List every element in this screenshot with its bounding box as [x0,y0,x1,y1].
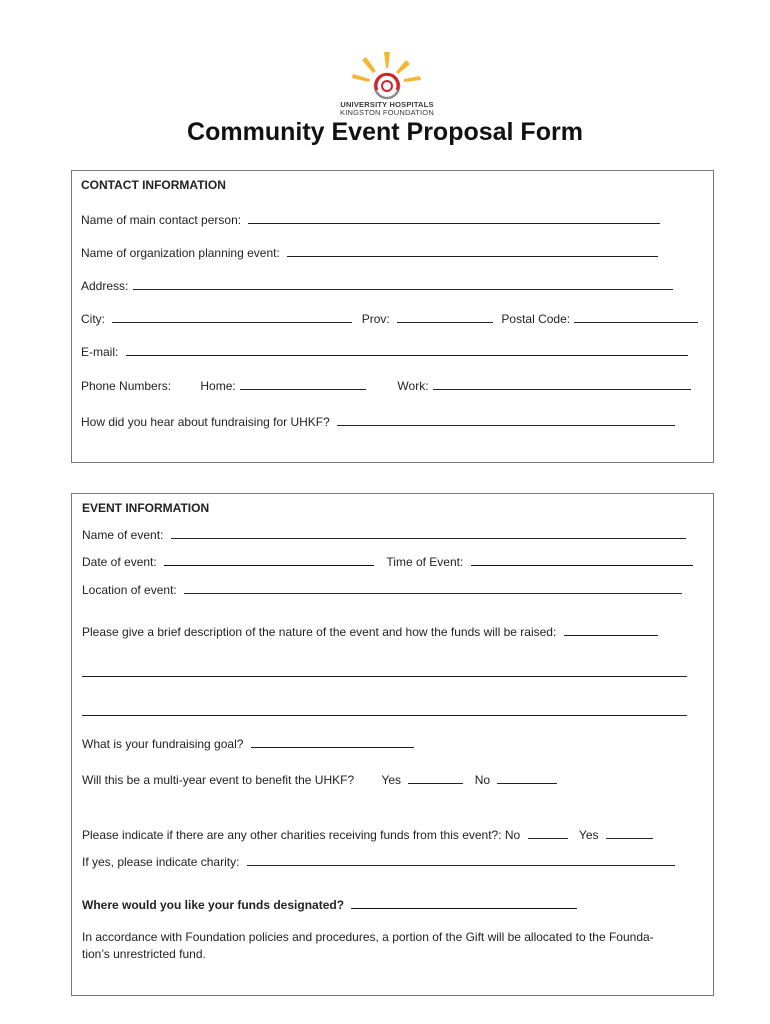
postal-code-label: Postal Code: [501,312,571,326]
org-name-line1: UNIVERSITY HOSPITALS [340,100,434,109]
policy-line2: tion’s unrestricted fund. [82,947,206,961]
event-heading: EVENT INFORMATION [82,501,210,515]
event-date-label: Date of event: [82,555,157,569]
hear-about-row [81,413,675,429]
other-charities-row [82,826,653,842]
multiyear-row [82,771,557,787]
designation-row [82,896,577,912]
multiyear-yes-field[interactable] [408,771,463,784]
description-field-line2[interactable] [82,664,687,677]
home-phone-label: Home: [200,379,236,393]
city-label: City: [81,312,105,326]
work-phone-field[interactable] [433,377,691,390]
event-name-label: Name of event: [82,528,164,542]
event-date-field[interactable] [164,553,374,566]
event-name-field[interactable] [171,526,686,539]
description-line2-row [82,664,687,680]
email-row [81,343,688,359]
fundraising-goal-label: What is your fundraising goal? [82,737,244,751]
charity-name-field[interactable] [247,853,675,866]
email-field[interactable] [126,343,688,356]
phone-numbers-label: Phone Numbers: [81,379,172,393]
event-location-label: Location of event: [82,583,177,597]
multiyear-no-field[interactable] [497,771,557,784]
hear-about-label: How did you hear about fundraising for UHKF? [81,415,330,429]
main-contact-label: Name of main contact person: [81,213,242,227]
charity-name-label: If yes, please indicate charity: [82,855,240,869]
charity-name-row [82,853,675,869]
prov-label: Prov: [361,312,390,326]
event-time-label: Time of Event: [386,555,464,569]
designation-field[interactable] [351,896,577,909]
event-time-field[interactable] [471,553,693,566]
contact-heading: CONTACT INFORMATION [81,178,226,192]
org-name-line2: KINGSTON FOUNDATION [340,108,434,117]
city-field[interactable] [112,310,352,323]
address-row [81,277,673,293]
main-contact-field[interactable] [248,211,660,224]
description-row [82,623,658,639]
foundation-logo [334,50,440,120]
work-phone-label: Work: [397,379,429,393]
event-name-row [82,526,686,542]
goal-row [82,735,414,751]
designation-label: Where would you like your funds designated? [82,898,345,912]
date-time-row [82,553,693,569]
home-phone-field[interactable] [240,377,366,390]
main-contact-row [81,211,660,227]
description-field-line1[interactable] [564,623,658,636]
description-field-line3[interactable] [82,703,687,716]
other-charities-yes-label: Yes [578,828,599,842]
postal-code-field[interactable] [574,310,698,323]
hear-about-field[interactable] [337,413,675,426]
description-line3-row [82,703,687,719]
other-charities-yes-field[interactable] [606,826,653,839]
email-label: E-mail: [81,345,119,359]
multiyear-yes-label: Yes [381,773,402,787]
description-label: Please give a brief description of the nature of the event and how the funds will be raised: [82,625,557,639]
fundraising-goal-field[interactable] [251,735,414,748]
organization-label: Name of organization planning event: [81,246,280,260]
page-title: Community Event Proposal Form [187,118,583,146]
multiyear-label: Will this be a multi-year event to benefit the UHKF? [82,773,355,787]
organization-field[interactable] [287,244,658,257]
event-location-field[interactable] [184,581,682,594]
multiyear-no-label: No [474,773,491,787]
phone-row [81,377,691,393]
policy-line1: In accordance with Foundation policies and procedures, a portion of the Gift will be allocated to the Founda- [82,930,654,944]
organization-row [81,244,658,260]
address-field[interactable] [133,277,673,290]
city-row [81,310,698,326]
other-charities-no-field[interactable] [528,826,568,839]
sun-logo-icon [350,50,424,100]
address-label: Address: [81,279,129,293]
other-charities-label: Please indicate if there are any other charities receiving funds from this event?: No [82,828,521,842]
prov-field[interactable] [397,310,493,323]
location-row [82,581,682,597]
